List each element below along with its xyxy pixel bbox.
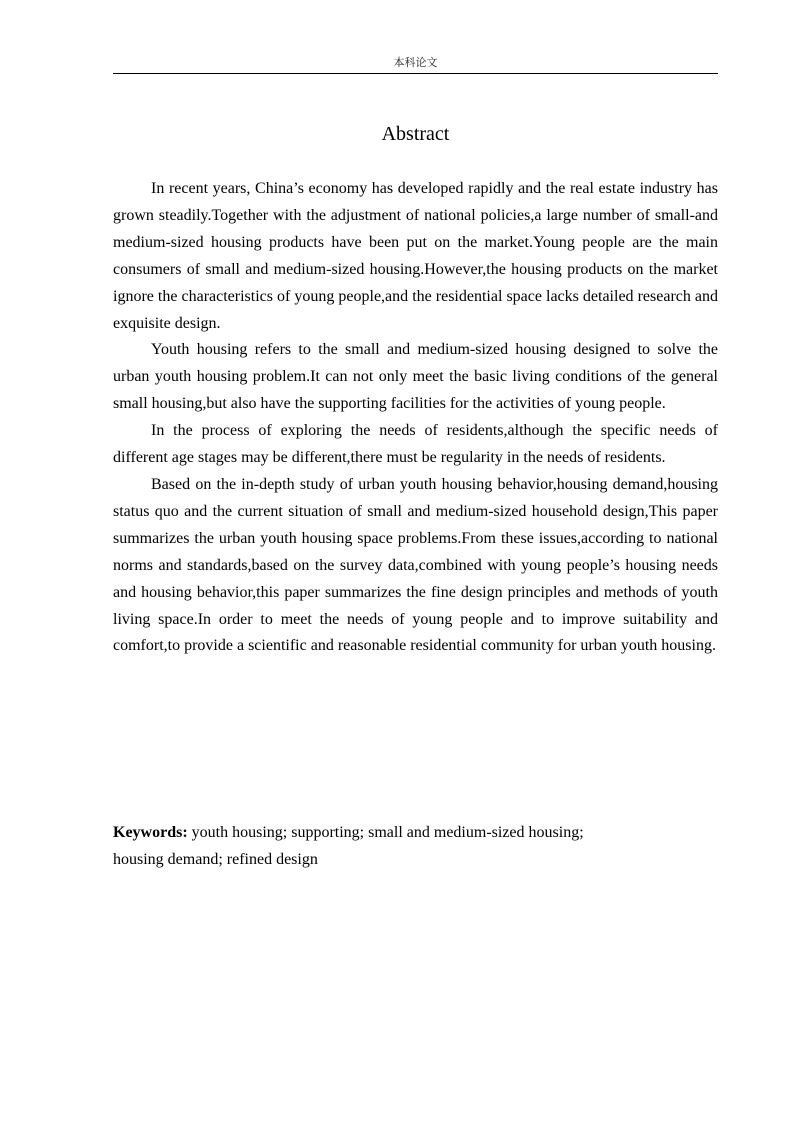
keywords-text-2: housing demand; refined design: [113, 850, 318, 868]
keywords-line-1: [113, 820, 718, 847]
keywords-text-1: youth housing; supporting; small and medium-sized housing;: [191, 824, 584, 841]
abstract-body: [113, 176, 718, 660]
abstract-paragraph-1: In recent years, China’s economy has developed rapidly and the real estate industry has grown steadily.Together with the adjustment of national policies,a large number of small-and medium-sized housing products have been put on the market.Young people are the main consumers of small and medium-sized housing.However,the housing products on the market ignore the characteristics of young people,and the residential space lacks detailed research and exquisite design.: [113, 180, 718, 332]
abstract-paragraph-2: Youth housing refers to the small and medium-sized housing designed to solve the urban youth housing problem.It can not only meet the basic living conditions of the general small housing,but also have the supporting facilities for the activities of young people.: [113, 341, 718, 413]
keywords-label: Keywords:: [113, 824, 188, 841]
header-rule: [113, 73, 718, 74]
abstract-paragraph-3: In the process of exploring the needs of residents,although the specific needs of different age stages may be different,there must be regularity in the needs of residents.: [113, 422, 718, 467]
keywords-block: [113, 820, 718, 874]
abstract-title: Abstract: [381, 123, 450, 145]
running-header: 本科论文: [393, 56, 438, 69]
abstract-paragraph-4: Based on the in-depth study of urban youth housing behavior,housing demand,housing status quo and the current situation of small and medium-sized household design,This paper summarizes the urban youth housing space problems.From these issues,according to national norms and standards,based on the survey data,combined with young people’s housing needs and housing behavior,this paper summarizes the fine design principles and methods of youth living space.In order to meet the needs of young people and to improve suitability and comfort,to provide a scientific and reasonable residential community for urban youth housing.: [113, 475, 718, 655]
